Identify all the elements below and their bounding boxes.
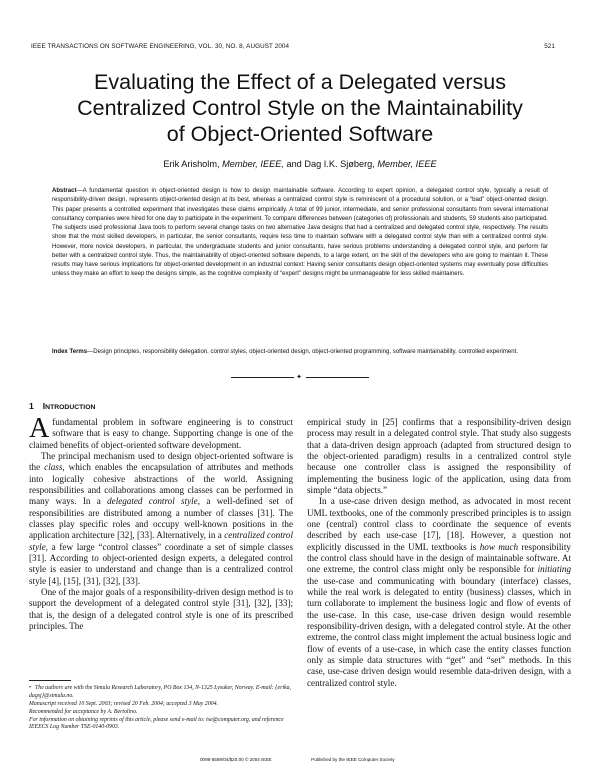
paragraph-text: In a use-case driven design method, as advocated in most recent UML textbooks, one of the commonly prescribed principles is to assign one (central) control class to coordinate the sequence of events described by each use-case [17], [18]. However, a question not explicitly discussed in the UML textbooks is (307, 496, 571, 552)
title-line-2: Centralized Control Style on the Maintainability (77, 96, 523, 120)
section-heading (29, 401, 95, 411)
page-number: 521 (544, 43, 555, 50)
footnote-text: The authors are with the Simula Research Laboratory, PO Box 134, N-1325 Lysaker, Norway. E-mail: {erika, dagsj}@simula.no. (29, 685, 291, 699)
divider-line-left (231, 377, 294, 378)
issn-copyright: 0098-5589/04/$20.00 © 2004 IEEE (200, 757, 272, 762)
index-terms-text: —Design principles, responsibility delegation, control styles, object-oriented design, object-oriented programming, software maintainability, controlled experiment. (87, 349, 518, 355)
page-footer (0, 757, 600, 765)
abstract-text: —A fundamental question in object-oriented design is how to design maintainable software. According to expert opinion, a delegated control style, typically a result of responsibility-driven design, represents object-oriented design at its best, whereas a centralized control style is reminiscent of a procedural solution, or a “bad” object-oriented design. This paper presents a controlled experiment that investigates these claims empirically. A total of 99 junior, intermediate, and senior professional consultants from several international consultancy companies were hired for one day to participate in the experiment. To compare differences between (categories of) professionals and students, 59 students also participated. The subjects used professional Java tools to perform several change tasks on two alternative Java designs that had a centralized and delegated control style, respectively. The results show that the most skilled developers, in particular, the senior consultants, require less time to maintain software with a delegated control style than with a centralized control style. However, more novice developers, in particular, the undergraduate students and junior consultants, have serious problems understanding a delegated control style, and perform far better with a centralized control style. Thus, the maintainability of object-oriented software depends, to a large extent, on the skill of the developers who are going to maintain it. These results may have serious implications for object-oriented development in an industrial context: Having senior consultants design object-oriented systems may eventually pose difficulties unless they make an effort to keep the designs simple, as the cognitive complexity of “expert” designs might be unmanageable for less skilled maintainers. (52, 188, 548, 278)
section-title-rest: NTRODUCTION (45, 404, 96, 411)
paragraph-text: empirical study in [25] confirms that a responsibility-driven design process may result in a delegated control style. That study also suggests that a data-driven design approach (adapted from structured design to the object-oriented paradigm) results in a centralized control style because one controller class is assigned the responsibility of implementing the business logic of the application, using data from simple “data objects.” (307, 417, 571, 495)
footnote-text: Manuscript received 10 Sept. 2003; revised 20 Feb. 2004; accepted 3 May 2004. (29, 700, 218, 707)
paragraph-text: , which enables the encapsulation of attributes and methods into logically cohesive abstractions of the world. Assigning responsibilities and collaborations among classes can be performed in many ways. In a (29, 462, 294, 507)
emphasis: how much (479, 541, 519, 552)
title-line-1: Evaluating the Effect of a Delegated versus (94, 70, 506, 94)
index-terms (52, 348, 548, 357)
paragraph (29, 587, 293, 632)
paragraph-text: responsibility the control class should have in the design of maintainable software. At one extreme, the control class might only be responsible for (307, 541, 571, 575)
footnote-text: Recommended for acceptance by A. Bertolino. (29, 708, 138, 715)
paragraph-text: the use-case and communicating with boundary (interface) classes, while the real work is delegated to entity (business) classes, which in turn collaborate to implement the business logic and flow of events of the use-case. In this case, use-case driven design would resemble responsibility-driven design, with a delegated control style. At the other extreme, the control class might implement the actual business logic and flow of events of a use-case, in which case the entity classes function only as simple data structures with “get” and “set” methods. In this case, use-case driven design would resemble data-driven design, with a centralized control style. (307, 575, 571, 688)
abstract (52, 187, 548, 280)
emphasis: class (44, 462, 63, 473)
author-2: and Dag I.K. Sjøberg, (286, 159, 375, 169)
section-number: 1 (29, 401, 34, 411)
footnotes (29, 685, 295, 733)
paragraph-text: fundamental problem in software engineering is to construct software that is easy to change. Supporting change is one of the claimed benefits of object-oriented software development. (29, 417, 293, 450)
paragraph (29, 451, 293, 587)
paragraph (29, 413, 293, 451)
emphasis: centralized control style (29, 530, 293, 552)
paper-title (20, 69, 580, 147)
paragraph-text: , a few large “control classes” coordinate a set of simple classes [31]. According to object-oriented design experts, a delegated control style is easier to understand and change than is a centralized control style [4], [15], [31], [32], [33]. (29, 541, 293, 586)
emphasis: delegated control style (107, 496, 198, 507)
paragraph-text: , a well-defined set of responsibilities are distributed among a number of classes [31]. The classes play specific roles and occupy well-known positions in the application architecture [32], [33]. Alternatively, in a (29, 496, 293, 541)
footnote (29, 701, 295, 709)
author-2-role: Member, IEEE (377, 159, 437, 169)
running-head (31, 43, 555, 53)
footnote-text: For information on obtaining reprints of this article, please send e-mail to: tse@computer.org, and reference IEEECS Log Number TSE-0140-0903. (29, 716, 284, 731)
divider-diamond-icon: ✦ (296, 372, 302, 381)
journal-header: IEEE TRANSACTIONS ON SOFTWARE ENGINEERING, VOL. 30, NO. 8, AUGUST 2004 (31, 43, 290, 50)
paragraph-text: One of the major goals of a responsibility-driven design method is to support the development of a delegated control style [31], [32], [33]; that is, the design of a delegated control style is one of its prescribed principles. The (29, 586, 293, 631)
index-terms-label: Index Terms (52, 349, 88, 355)
publisher-line: Published by the IEEE Computer Society (311, 757, 395, 762)
paragraph-text: The principal mechanism used to design object-oriented software is the (29, 450, 293, 473)
footnote (29, 709, 295, 717)
body-left-column (29, 413, 294, 632)
title-line-3: of Object-Oriented Software (166, 122, 434, 146)
drop-cap: A (29, 413, 50, 444)
section-initial: I (42, 401, 46, 411)
body-right-column (307, 417, 571, 689)
divider-line-right (306, 377, 369, 378)
abstract-label: Abstract (52, 188, 77, 194)
author-1-role: Member, IEEE, (222, 159, 284, 169)
footnote (29, 685, 295, 700)
paragraph (307, 496, 571, 689)
footnote-rule (29, 680, 71, 681)
author-1: Erik Arisholm, (163, 159, 220, 169)
section-divider (231, 373, 369, 381)
paragraph (307, 417, 571, 496)
footnote-bullet: • (29, 685, 32, 691)
emphasis: initiating (537, 564, 571, 575)
footnote (29, 717, 295, 732)
authors (20, 159, 580, 169)
